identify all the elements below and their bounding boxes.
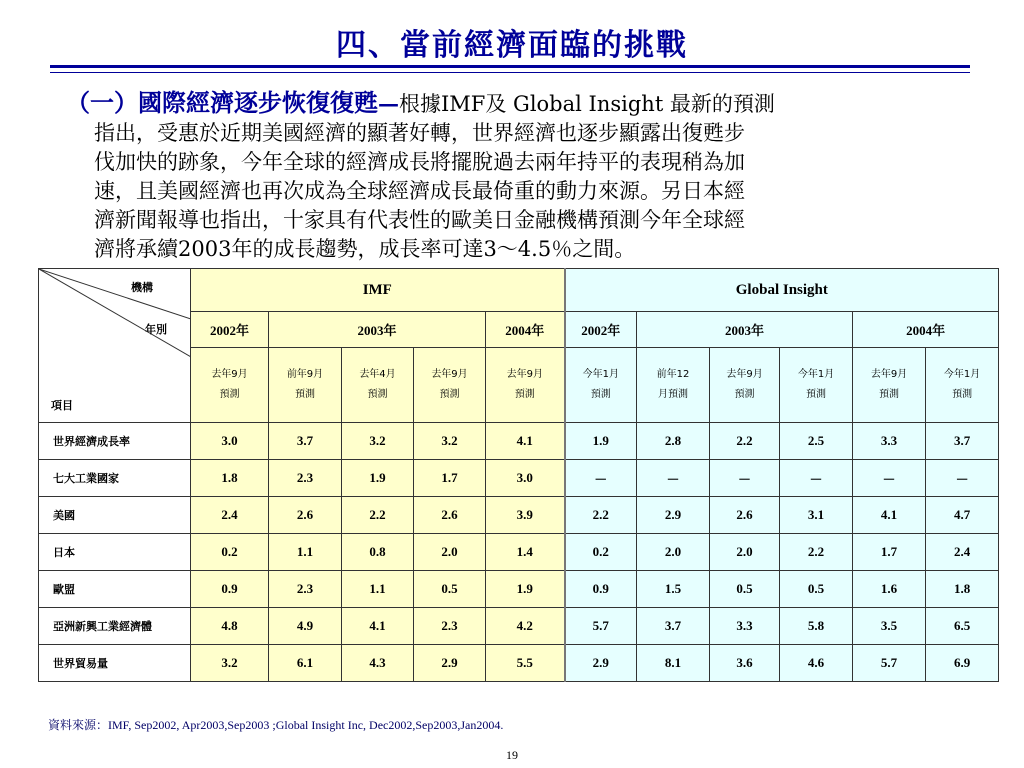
table-cell: 2.2	[710, 423, 780, 460]
table-cell: 3.0	[486, 460, 565, 497]
prediction-header-line: 預測	[219, 389, 240, 400]
org-header-imf: IMF	[191, 269, 565, 312]
table-cell: －	[637, 460, 710, 497]
title-rule-thick	[50, 65, 970, 68]
row-label: 美國	[39, 497, 191, 534]
section-heading: （一）國際經濟逐步恢復復甦	[66, 88, 378, 117]
table-corner-cell	[39, 269, 191, 423]
table-cell: －	[565, 460, 637, 497]
table-cell: 2.4	[191, 497, 269, 534]
prediction-header	[853, 348, 926, 423]
table-cell: 3.1	[780, 497, 853, 534]
table-cell: 3.2	[342, 423, 414, 460]
table-cell: 0.5	[710, 571, 780, 608]
prediction-header	[780, 348, 853, 423]
corner-year-label: 年別	[145, 323, 167, 336]
row-label: 日本	[39, 534, 191, 571]
table-cell: 1.6	[853, 571, 926, 608]
table-cell: 1.9	[486, 571, 565, 608]
table-cell: 6.9	[926, 645, 999, 682]
title-rule-thin	[50, 72, 970, 73]
table-cell: 4.1	[486, 423, 565, 460]
prediction-header-line: 去年9月	[211, 369, 248, 380]
table-cell: 1.4	[486, 534, 565, 571]
table-cell: 1.5	[637, 571, 710, 608]
table-row	[39, 497, 999, 534]
table-cell: 4.1	[853, 497, 926, 534]
table-cell: 2.2	[565, 497, 637, 534]
table-cell: 4.3	[342, 645, 414, 682]
table-cell: 3.7	[637, 608, 710, 645]
table-cell: 5.5	[486, 645, 565, 682]
table-cell: 2.6	[269, 497, 342, 534]
table-cell: 2.9	[637, 497, 710, 534]
table-cell: 4.8	[191, 608, 269, 645]
prediction-header	[926, 348, 999, 423]
prediction-header-line: 月預測	[658, 389, 689, 400]
prediction-header-line: 去年4月	[359, 369, 396, 380]
table-cell: 5.7	[853, 645, 926, 682]
prediction-header-line: 今年1月	[797, 369, 835, 380]
row-label: 亞洲新興工業經濟體	[39, 608, 191, 645]
table-cell: 5.8	[780, 608, 853, 645]
prediction-header-line: 去年9月	[870, 369, 908, 380]
table-cell: 4.1	[342, 608, 414, 645]
table-cell: 6.1	[269, 645, 342, 682]
prediction-header-line: 預測	[514, 389, 535, 400]
table-cell: 2.4	[926, 534, 999, 571]
prediction-header-line: 預測	[952, 389, 973, 400]
table-cell: 2.0	[414, 534, 486, 571]
prediction-header-line: 今年1月	[582, 369, 619, 380]
table-cell: 3.0	[191, 423, 269, 460]
slide-title: 四、當前經濟面臨的挑戰	[336, 28, 688, 63]
table-row	[39, 571, 999, 608]
table-cell: 1.1	[269, 534, 342, 571]
table-cell: －	[780, 460, 853, 497]
table-cell: 0.9	[565, 571, 637, 608]
prediction-header	[486, 348, 565, 423]
table-cell: 2.8	[637, 423, 710, 460]
table-cell: 1.7	[853, 534, 926, 571]
table-cell: 3.2	[414, 423, 486, 460]
table-cell: 2.2	[342, 497, 414, 534]
table-row	[39, 460, 999, 497]
body-line: 濟新聞報導也指出，十家具有代表性的歐美日金融機構預測今年全球經	[94, 208, 745, 232]
year-header: 2003年	[637, 312, 853, 348]
table-cell: 3.3	[853, 423, 926, 460]
corner-org-label: 機構	[131, 281, 153, 294]
prediction-header-line: 預測	[439, 389, 460, 400]
table-cell: 0.2	[191, 534, 269, 571]
table-cell: 2.6	[414, 497, 486, 534]
table-cell: 3.6	[710, 645, 780, 682]
table-cell: 1.9	[565, 423, 637, 460]
table-cell: 2.0	[637, 534, 710, 571]
table-cell: －	[853, 460, 926, 497]
table-cell: 1.9	[342, 460, 414, 497]
table-row	[39, 534, 999, 571]
table-cell: 2.9	[414, 645, 486, 682]
table-cell: 4.2	[486, 608, 565, 645]
prediction-header-line: 預測	[367, 389, 388, 400]
prediction-header-line: 預測	[295, 389, 315, 400]
page-number: 19	[506, 748, 518, 762]
year-header: 2002年	[565, 312, 637, 348]
table-cell: 1.7	[414, 460, 486, 497]
table-cell: 1.8	[926, 571, 999, 608]
table-row	[39, 608, 999, 645]
intro-paragraph	[66, 88, 996, 264]
prediction-header-line: 預測	[734, 389, 755, 400]
corner-item-label: 項目	[51, 399, 73, 412]
row-label: 七大工業國家	[39, 460, 191, 497]
table-cell: 0.9	[191, 571, 269, 608]
prediction-header	[710, 348, 780, 423]
table-row	[39, 423, 999, 460]
table-cell: 0.8	[342, 534, 414, 571]
table-cell: 2.3	[269, 460, 342, 497]
forecast-table	[38, 268, 999, 682]
source-note: 資料來源：IMF, Sep2002, Apr2003,Sep2003 ;Global Insight Inc, Dec2002,Sep2003,Jan2004.	[48, 718, 504, 732]
table-cell: 3.2	[191, 645, 269, 682]
prediction-header	[191, 348, 269, 423]
table-cell: －	[710, 460, 780, 497]
table-cell: 2.3	[269, 571, 342, 608]
prediction-header-line: 去年9月	[726, 369, 763, 380]
prediction-header	[342, 348, 414, 423]
table-cell: 1.8	[191, 460, 269, 497]
year-header: 2004年	[486, 312, 565, 348]
table-cell: 3.3	[710, 608, 780, 645]
year-header: 2004年	[853, 312, 999, 348]
table-cell: 1.1	[342, 571, 414, 608]
prediction-header-line: 去年9月	[506, 369, 543, 380]
row-label: 世界貿易量	[39, 645, 191, 682]
table-cell: 2.3	[414, 608, 486, 645]
body-line: 伐加快的跡象，今年全球的經濟成長將擺脫過去兩年持平的表現稍為加	[94, 150, 745, 174]
year-header: 2003年	[269, 312, 486, 348]
table-cell: 5.7	[565, 608, 637, 645]
table-cell: －	[926, 460, 999, 497]
prediction-header-line: 預測	[806, 389, 827, 400]
table-cell: 2.9	[565, 645, 637, 682]
table-cell: 3.5	[853, 608, 926, 645]
table-cell: 4.6	[780, 645, 853, 682]
table-cell: 0.2	[565, 534, 637, 571]
prediction-header-line: 預測	[879, 389, 900, 400]
body-line: 速，且美國經濟也再次成為全球經濟成長最倚重的動力來源。另日本經	[94, 179, 745, 203]
prediction-header	[269, 348, 342, 423]
table-cell: 2.2	[780, 534, 853, 571]
table-cell: 2.0	[710, 534, 780, 571]
table-cell: 2.6	[710, 497, 780, 534]
table-cell: 2.5	[780, 423, 853, 460]
org-header-global-insight: Global Insight	[565, 269, 999, 312]
prediction-header-line: 預測	[590, 389, 611, 400]
prediction-header-line: 前年9月	[286, 369, 324, 380]
heading-dash: —	[378, 91, 399, 116]
row-label: 歐盟	[39, 571, 191, 608]
table-cell: 3.9	[486, 497, 565, 534]
table-cell: 4.9	[269, 608, 342, 645]
prediction-header	[637, 348, 710, 423]
table-cell: 8.1	[637, 645, 710, 682]
row-label: 世界經濟成長率	[39, 423, 191, 460]
intro-line-1: 根據IMF及 Global Insight 最新的預測	[399, 92, 775, 116]
table-cell: 0.5	[414, 571, 486, 608]
prediction-header-line: 去年9月	[431, 369, 468, 380]
table-cell: 3.7	[926, 423, 999, 460]
prediction-header	[414, 348, 486, 423]
table-cell: 4.7	[926, 497, 999, 534]
table-row	[39, 645, 999, 682]
body-line: 指出，受惠於近期美國經濟的顯著好轉，世界經濟也逐步顯露出復甦步	[94, 121, 745, 145]
prediction-header	[565, 348, 637, 423]
year-header: 2002年	[191, 312, 269, 348]
prediction-header-line: 前年12	[656, 369, 690, 380]
table-cell: 0.5	[780, 571, 853, 608]
prediction-header-line: 今年1月	[943, 369, 981, 380]
paragraph-first-line	[66, 88, 996, 119]
table-cell: 3.7	[269, 423, 342, 460]
table-cell: 6.5	[926, 608, 999, 645]
body-line: 濟將承續2003年的成長趨勢，成長率可達3～4.5％之間。	[94, 237, 636, 261]
